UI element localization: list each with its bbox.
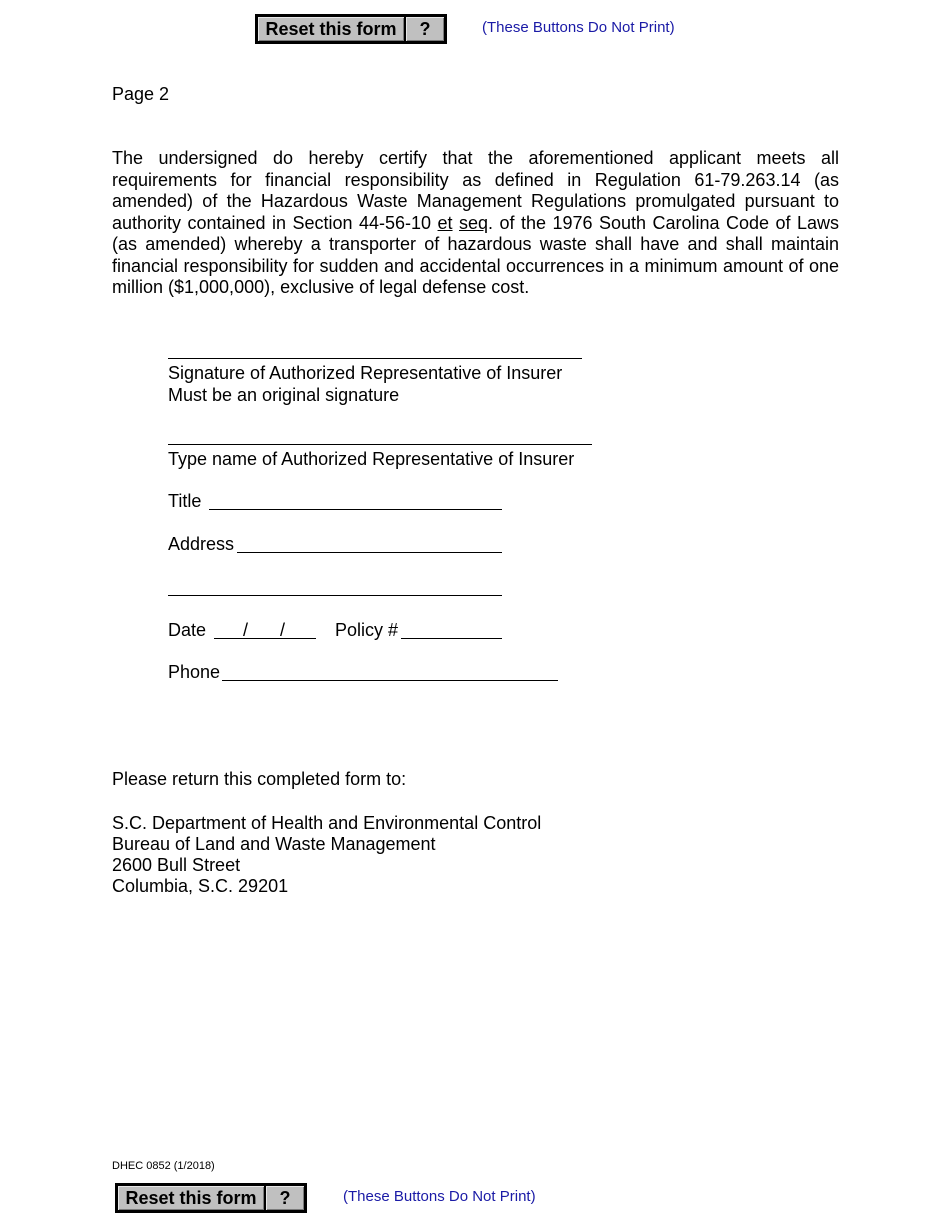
certification-seq: seq <box>459 212 489 233</box>
reset-form-button[interactable]: Reset this form <box>257 16 405 42</box>
signature-line[interactable] <box>168 358 582 359</box>
form-id: DHEC 0852 (1/2018) <box>112 1160 215 1172</box>
date-separator-1: / <box>243 620 249 640</box>
reset-form-button-bottom[interactable]: Reset this form <box>117 1185 265 1211</box>
policy-label: Policy # <box>335 620 399 640</box>
address-line2-field[interactable] <box>168 595 502 596</box>
signature-label: Signature of Authorized Representative of Insurer <box>168 363 563 383</box>
phone-field[interactable] <box>222 680 558 681</box>
top-button-group <box>255 14 447 44</box>
return-address-line2: Bureau of Land and Waste Management <box>112 834 436 854</box>
address-label: Address <box>168 534 235 554</box>
certification-text-part1: The undersigned do hereby certify that the aforementioned applicant meets all requirements for financial responsibility as defined in Regulation 61-79.263.14 (as amended) of the Hazardous Waste Management Regulations promulgated pursuant to authority contained in Section 44-56-10 <box>112 148 839 233</box>
typed-name-field[interactable] <box>168 444 592 445</box>
date-label: Date <box>168 620 207 640</box>
no-print-note-bottom: (These Buttons Do Not Print) <box>343 1188 536 1205</box>
return-address-line4: Columbia, S.C. 29201 <box>112 876 289 896</box>
return-address <box>112 813 541 897</box>
phone-label: Phone <box>168 662 221 682</box>
date-field[interactable] <box>214 638 316 639</box>
typed-name-label: Type name of Authorized Representative of Insurer <box>168 449 575 469</box>
no-print-note: (These Buttons Do Not Print) <box>482 19 675 36</box>
return-intro: Please return this completed form to: <box>112 769 407 789</box>
return-address-line3: 2600 Bull Street <box>112 855 241 875</box>
policy-field[interactable] <box>401 638 502 639</box>
help-button-bottom[interactable]: ? <box>265 1185 305 1211</box>
return-address-line1: S.C. Department of Health and Environmental Control <box>112 813 542 833</box>
title-field[interactable] <box>209 509 502 510</box>
certification-paragraph <box>112 148 839 299</box>
bottom-button-group <box>115 1183 307 1213</box>
certification-text-part2: . of the 1976 South Carolina Code of Laws (as amended) whereby a transporter of hazardous waste shall have and shall maintain financial responsibility for sudden and accidental occurrences in a minimum amount of one million ($1,000,000), exclusive of legal defense cost. <box>112 212 839 297</box>
title-label: Title <box>168 491 202 511</box>
help-button[interactable]: ? <box>405 16 445 42</box>
certification-et: et <box>437 212 453 233</box>
date-separator-2: / <box>280 620 286 640</box>
address-field[interactable] <box>237 552 502 553</box>
signature-note: Must be an original signature <box>168 385 400 405</box>
page-label: Page 2 <box>112 84 170 104</box>
